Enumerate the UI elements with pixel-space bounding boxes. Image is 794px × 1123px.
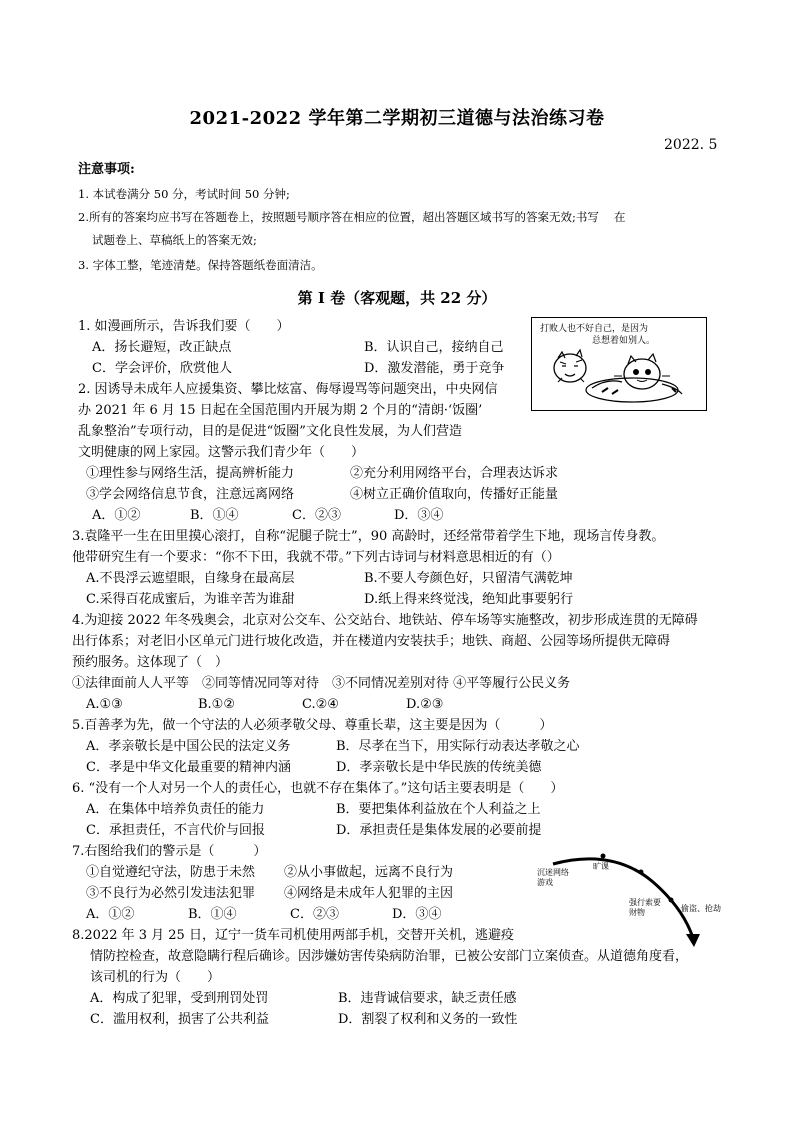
- q4-option-d: D.②③: [406, 697, 444, 712]
- q2-line-2: 办 2021 年 6 月 15 日起在全国范围内开展为期 2 个月的“清朗·‘饭圈’: [78, 403, 483, 418]
- q6-option-d: D．承担责任是集体发展的必要前提: [336, 823, 542, 838]
- q4-option-c: C.②④: [302, 697, 339, 712]
- diagram-label-extortion: 强行索要财物: [629, 898, 661, 917]
- q3-line-1: 3.袁隆平一生在田里摸心滚打，自称“泥腿子院士”，90 高龄时，还经常带着学生下地，现场言传身教。: [72, 529, 665, 544]
- q8-option-c: C．滥用权利，损害了公共利益: [90, 1012, 269, 1027]
- q3-option-d: D.纸上得来终觉浅，绝知此事要躬行: [364, 592, 574, 607]
- q4-line-1: 4.为迎接 2022 年冬残奥会，北京对公交车、公交站台、地铁站、停车场等实施整改，初步形成连贯的无障碍: [72, 613, 698, 628]
- q6-stem: 6. “没有一个人对另一个人的责任心，也就不存在集体了。”这句话主要表明是（ ）: [72, 781, 564, 796]
- diagram-label-theft: 偷盗、抢劫: [681, 904, 721, 913]
- q8-line-1: 8.2022 年 3 月 25 日，辽宁一货车司机使用两部手机，交替开关机，逃避疫: [72, 928, 514, 943]
- cartoon-caption-1: 打败人也不好自己，是因为: [540, 324, 649, 334]
- q7-statement-2: ②从小事做起，远离不良行为: [284, 865, 454, 880]
- q4-line-3: 预约服务。这体现了（ ）: [72, 655, 229, 670]
- q7-option-a: A．①②: [86, 907, 135, 922]
- q8-line-3: 该司机的行为（ ）: [90, 970, 221, 985]
- q7-statement-4: ④网络是未成年人犯罪的主因: [284, 886, 454, 901]
- q2-option-d: D．③④: [394, 508, 444, 523]
- q2-line-3: 乱象整治”专项行动，目的是促进“饭圈”文化良性发展，为人们营造: [78, 424, 462, 439]
- diagram-label-gaming: 沉迷网络游戏: [537, 868, 569, 887]
- q8-line-2: 情防控检查，故意隐瞒行程后确诊。因涉嫌妨害传染病防治罪，已被公安部门立案侦查。从道德角度看，: [90, 949, 689, 964]
- q2-statement-1: ①理性参与网络生活，提高辨析能力: [86, 466, 295, 481]
- page-title: 2021-2022 学年第二学期初三道德与法治练习卷: [189, 108, 605, 129]
- q7-option-c: C．②③: [290, 907, 339, 922]
- exam-date: 2022. 5: [664, 137, 718, 153]
- q7-option-b: B．①④: [188, 907, 237, 922]
- q8-option-b: B．违背诚信要求，缺乏责任感: [338, 991, 517, 1006]
- section-title: 第 I 卷（客观题，共 22 分）: [297, 289, 497, 307]
- q5-option-a: A．孝亲敬长是中国公民的法定义务: [86, 739, 291, 754]
- q1-option-a: A．扬长避短，改正缺点: [92, 340, 232, 355]
- q7-statement-1: ①自觉遵纪守法，防患于未然: [86, 865, 256, 880]
- q7-statement-3: ③不良行为必然引发违法犯罪: [86, 886, 256, 901]
- q1-stem: 1. 如漫画所示，告诉我们要（ ）: [78, 319, 290, 334]
- behavior-progression-diagram: [533, 848, 729, 948]
- q5-stem: 5.百善孝为先，做一个守法的人必须孝敬父母、尊重长辈，这主要是因为（ ）: [72, 718, 553, 733]
- q3-option-b: B.不要人夸颜色好，只留清气满乾坤: [364, 571, 573, 586]
- q2-statement-3: ③学会网络信息节食，注意远离网络: [86, 487, 295, 502]
- q6-option-c: C．承担责任，不言代价与回报: [86, 823, 265, 838]
- q4-line-2: 出行体系；对老旧小区单元门进行坡化改造，并在楼道内安装扶手；地铁、商超、公园等场所提供无障碍: [72, 634, 671, 649]
- q4-option-a: A.①③: [86, 697, 123, 712]
- notice-item-1: 1. 本试卷满分 50 分，考试时间 50 分钟;: [78, 187, 290, 201]
- q2-statement-4: ④树立正确价值取向，传播好正能量: [350, 487, 559, 502]
- q3-option-c: C.采得百花成蜜后，为谁辛苦为谁甜: [86, 592, 295, 607]
- q5-option-b: B．尽孝在当下，用实际行动表达孝敬之心: [336, 739, 580, 754]
- q1-option-d: D．激发潜能，勇于竞争: [364, 361, 505, 376]
- q2-statement-2: ②充分利用网络平台，合理表达诉求: [350, 466, 559, 481]
- q6-option-b: B．要把集体利益放在个人利益之上: [336, 802, 541, 817]
- q2-option-a: A．①②: [92, 508, 141, 523]
- diagram-label-truancy: 旷课: [593, 862, 609, 871]
- q4-statements: ①法律面前人人平等 ②同等情况同等对待 ③不同情况差别对待 ④平等履行公民义务: [72, 676, 571, 691]
- q3-line-2: 他带研究生有一个要求：“你不下田，我就不带。”下列古诗词与材料意思相近的有（）: [72, 550, 560, 565]
- notice-heading: 注意事项:: [78, 162, 135, 177]
- notice-item-2: 2.所有的答案均应书写在答题卷上，按照题号顺序答在相应的位置，超出答题区域书写的答案无效;书写 在: [78, 210, 626, 224]
- q6-option-a: A．在集体中培养负责任的能力: [86, 802, 265, 817]
- q2-option-b: B．①④: [190, 508, 239, 523]
- cartoon-image: [531, 317, 707, 411]
- q8-option-a: A．构成了犯罪，受到刑罚处罚: [90, 991, 269, 1006]
- q4-option-b: B.①②: [198, 697, 235, 712]
- notice-item-3: 3. 字体工整，笔迹清楚。保持答题纸卷面清洁。: [78, 258, 323, 272]
- notice-item-2-cont: 试题卷上、草稿纸上的答案无效;: [92, 233, 257, 247]
- q8-option-d: D．割裂了权利和义务的一致性: [338, 1012, 518, 1027]
- q2-line-1: 2. 因诱导未成年人应援集资、攀比炫富、侮辱谩骂等问题突出，中央网信: [78, 382, 498, 397]
- q1-option-c: C．学会评价，欣赏他人: [92, 361, 232, 376]
- tiger-cat-drawing: [532, 318, 708, 412]
- q7-option-d: D．③④: [392, 907, 442, 922]
- q2-option-c: C．②③: [292, 508, 341, 523]
- q5-option-d: D．孝亲敬长是中华民族的传统美德: [336, 760, 542, 775]
- cartoon-caption-2: 总想着如别人。: [592, 336, 656, 346]
- q5-option-c: C．孝是中华文化最重要的精神内涵: [86, 760, 291, 775]
- q7-stem: 7.右图给我们的警示是（ ）: [72, 844, 267, 859]
- q3-option-a: A.不畏浮云遮望眼，自缘身在最高层: [86, 571, 295, 586]
- q2-line-4: 文明健康的网上家园。这警示我们青少年（ ）: [78, 445, 365, 460]
- q1-option-b: B．认识自己，接纳自己: [364, 340, 504, 355]
